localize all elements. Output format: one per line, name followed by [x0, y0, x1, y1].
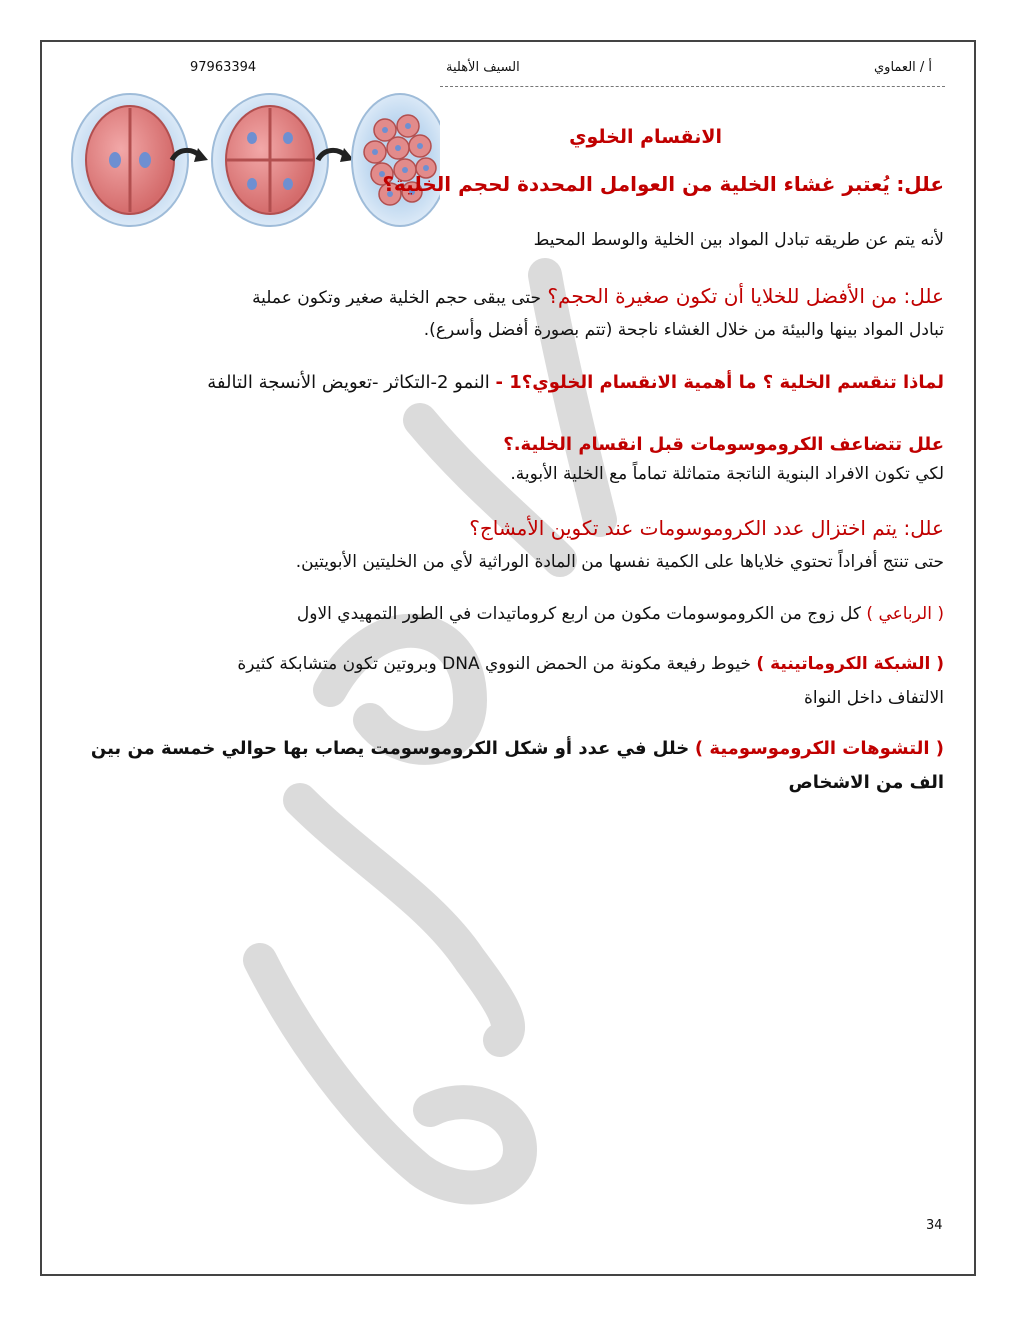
- question-3: [207, 372, 944, 393]
- question-2-label: علل:: [903, 284, 944, 308]
- definition-2-text-2: الالتفاف داخل النواة: [803, 688, 944, 708]
- definition-1-text: كل زوج من الكروموسومات مكون من اربع كروماتيدات في الطور التمهيدي الاول: [296, 604, 861, 624]
- answer-2: تبادل المواد بينها والبيئة من خلال الغشاء ناجحة (تتم بصورة أفضل وأسرع).: [423, 320, 944, 340]
- header-phone: 97963394: [190, 60, 257, 75]
- question-5-label: علل:: [903, 516, 944, 540]
- definition-2-term: ( الشبكة الكروماتينية ): [756, 654, 944, 674]
- answer-4: لكي تكون الافراد البنوية الناتجة متماثلة تماماً مع الخلية الأبوية.: [510, 464, 944, 484]
- definition-2: [237, 654, 944, 674]
- definition-1-term: ( الرباعي ): [866, 604, 944, 624]
- question-1-text: يُعتبر غشاء الخلية من العوامل المحددة لحجم الخلية؟: [382, 172, 890, 196]
- answer-1: لأنه يتم عن طريقه تبادل المواد بين الخلية والوسط المحيط: [533, 230, 944, 250]
- question-2: [252, 284, 944, 308]
- question-3-text: لماذا تنقسم الخلية ؟ ما أهمية الانقسام الخلوي؟1 -: [495, 372, 944, 393]
- page-number: 34: [926, 1218, 943, 1233]
- definition-1: [297, 604, 944, 624]
- question-1-label: علل:: [896, 172, 944, 196]
- definition-3-text-2: الف من الاشخاص: [788, 772, 944, 793]
- answer-3: النمو 2-التكاثر -تعويض الأنسجة التالفة: [207, 372, 490, 393]
- definition-3-term: ( التشوهات الكروموسومية ): [694, 738, 944, 759]
- cell-division-stages-icon: [60, 90, 440, 230]
- answer-5: حتى تنتج أفراداً تحتوي خلاياها على الكمية نفسها من المادة الوراثية لأي من الخليتين الأبويتين.: [295, 552, 944, 572]
- definition-3-text-1: خلل في عدد أو شكل الكروموسومت يصاب بها حوالي خمسة من بين: [90, 738, 690, 759]
- definition-3: [91, 738, 944, 759]
- definition-2-text-1: خيوط رفيعة مكونة من الحمض النووي DNA وبروتين تكون متشابكة كثيرة: [237, 654, 751, 674]
- question-1: [382, 172, 944, 196]
- page-title: الانقسام الخلوي: [569, 126, 722, 148]
- header-teacher: أ / العماوي: [874, 60, 933, 75]
- question-5: [469, 516, 944, 540]
- header-school: السيف الأهلية: [446, 60, 520, 75]
- question-4: علل تتضاعف الكروموسومات قبل انقسام الخلية.؟: [503, 434, 944, 455]
- answer-2-start: حتى يبقى حجم الخلية صغير وتكون عملية: [252, 288, 542, 308]
- question-5-text: يتم اختزال عدد الكروموسومات عند تكوين الأمشاج؟: [469, 516, 898, 540]
- question-2-text: من الأفضل للخلايا أن تكون صغيرة الحجم؟: [547, 284, 898, 308]
